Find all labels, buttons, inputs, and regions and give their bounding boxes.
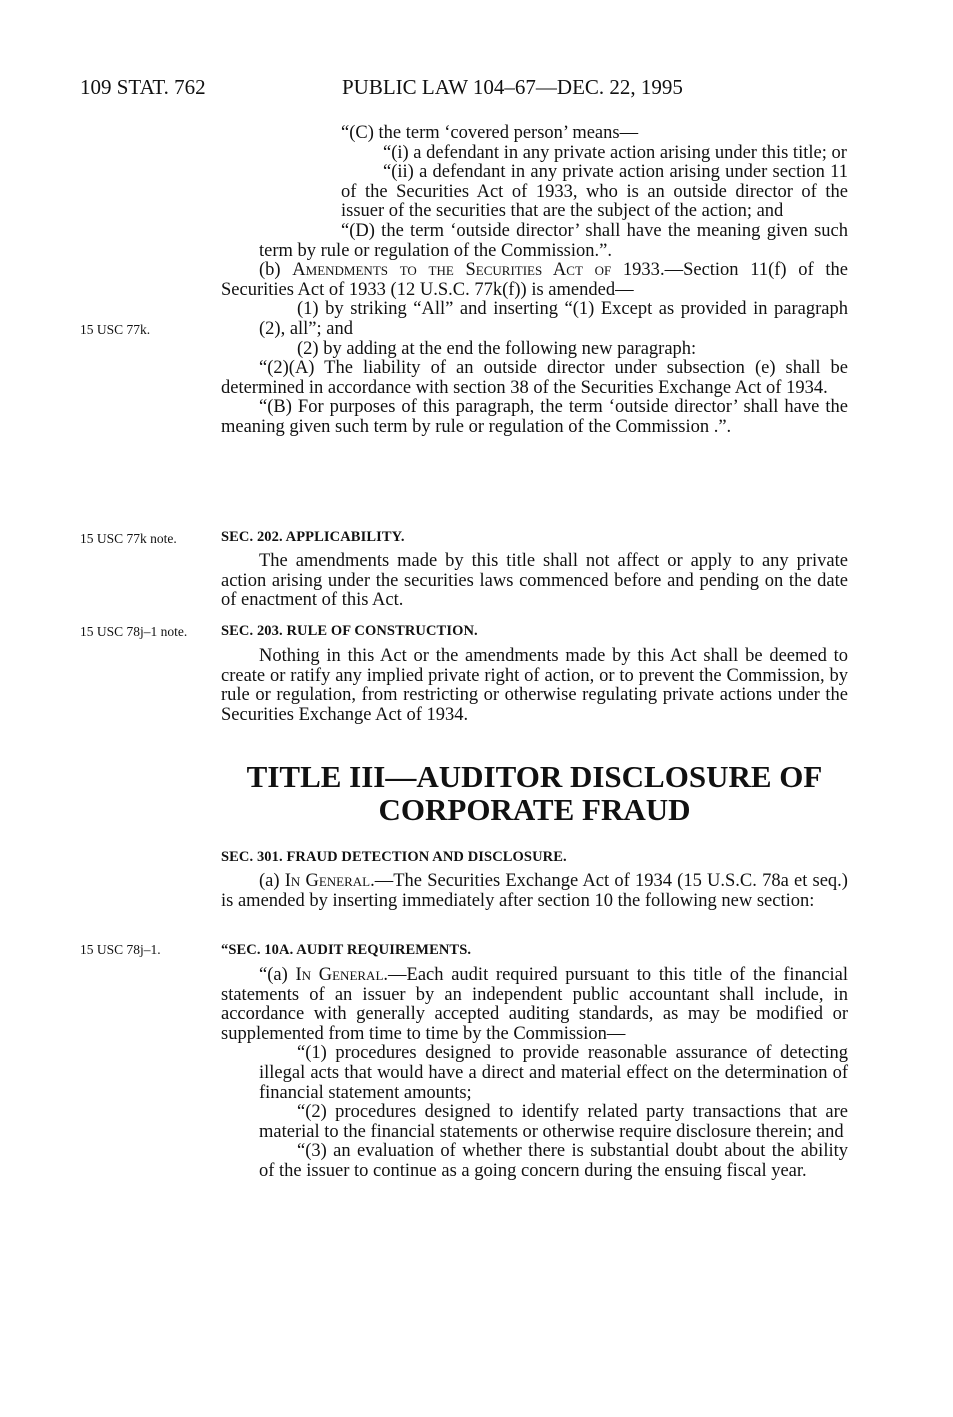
margin-note: 15 USC 77k. (80, 322, 151, 337)
clause-d: “(D) the term ‘outside director’ shall have the meaning given such term by rule or regulation of the Commission.”. (259, 220, 848, 261)
margin-note: 15 USC 77k note. (80, 531, 177, 546)
clause-c-i: “(i) a defendant in any private action arising under this title; or (383, 142, 847, 163)
section-301-body (221, 872, 848, 911)
paragraph-2a: “(2)(A) The liability of an outside director under subsection (e) shall be determined in accordance with section 38 of the Securities Exchange Act of 1934. (221, 358, 848, 398)
section-203-heading: SEC. 203. RULE OF CONSTRUCTION. (221, 623, 478, 639)
section-202-body: The amendments made by this title shall not affect or apply to any private action arising under the securities laws commenced before and pending on the date of enactment of this Act. (221, 551, 848, 611)
requirement-1: “(1) procedures designed to provide reasonable assurance of detecting illegal acts that would have a direct and material effect on the determination of financial statement amounts; (259, 1043, 848, 1103)
subsection-b: (b) Amendments to the Securities Act of 1933.—Section 11(f) of the Securities Act of 1933 (12 U.S.C. 77k(f)) is amended— (221, 260, 848, 300)
section-10a-body (221, 966, 848, 1182)
amendment-1: (1) by striking “All” and inserting “(1) Except as provided in paragraph (2), all”; and (259, 299, 848, 339)
title-iii-heading: TITLE III—AUDITOR DISCLOSURE OF CORPORATE FRAUD (246, 759, 823, 827)
section-10a-a: “(a) In General.—Each audit required pursuant to this title of the financial statements of an issuer by an independent public accountant shall include, in accordance with generally accepted auditing standards, as may be modified or supplemented from time to time by the Commission— (221, 965, 848, 1044)
clause-c-ii: “(ii) a defendant in any private action arising under section 11 of the Securities Act of 1933, who is an outside director of the issuer of the securities that are the subject of the action; and (341, 162, 848, 222)
margin-note: 15 USC 78j–1. (80, 942, 161, 957)
requirement-3: “(3) an evaluation of whether there is substantial doubt about the ability of the issuer to continue as a going concern during the ensuing fiscal year. (259, 1141, 848, 1181)
amendment-2: (2) by adding at the end the following new paragraph: (297, 338, 697, 359)
section-301-heading: SEC. 301. FRAUD DETECTION AND DISCLOSURE. (221, 849, 567, 865)
subsection-b-heading: Amendments to the Securities Act of 1933 (292, 260, 660, 281)
section-10a-heading: “SEC. 10A. AUDIT REQUIREMENTS. (221, 942, 472, 958)
subsection-a: (a) In General.—The Securities Exchange Act of 1934 (15 U.S.C. 78a et seq.) is amended by inserting immediately after section 10 the following new section: (221, 871, 848, 911)
section-202-heading: SEC. 202. APPLICABILITY. (221, 529, 405, 545)
subsection-a-heading: In General (284, 871, 371, 891)
requirement-2: “(2) procedures designed to identify related party transactions that are material to the financial statements or otherwise require disclosure therein; and (259, 1102, 848, 1142)
section-203-body: Nothing in this Act or the amendments made by this Act shall be deemed to create or ratify any implied private right of action, or to prevent the Commission, by rule or regulation, from restricting or otherwise regulating private actions under the Securities Exchange Act of 1934. (221, 646, 848, 725)
public-law-title: PUBLIC LAW 104–67—DEC. 22, 1995 (342, 75, 683, 99)
statute-citation: 109 STAT. 762 (80, 75, 206, 99)
margin-note: 15 USC 78j–1 note. (80, 624, 188, 639)
paragraph-2b: “(B) For purposes of this paragraph, the term ‘outside director’ shall have the meaning given such term by rule or regulation of the Commission .”. (221, 397, 848, 437)
section-10a-a-heading: In General (295, 965, 384, 985)
body-block-1 (221, 124, 848, 438)
clause-c: “(C) the term ‘covered person’ means— (341, 123, 639, 143)
